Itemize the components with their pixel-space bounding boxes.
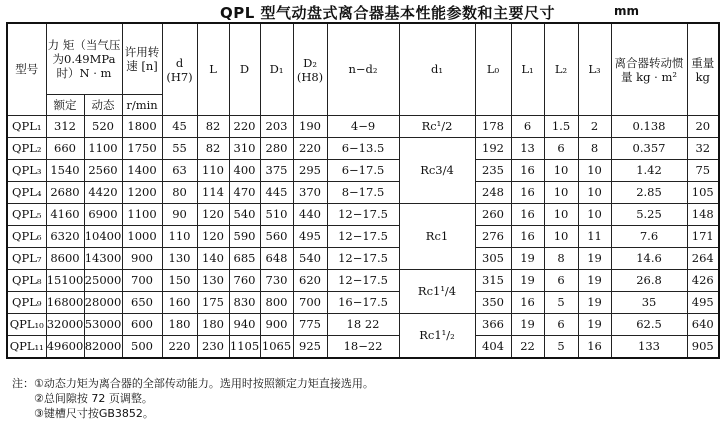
- cell-L1: 19: [511, 248, 544, 270]
- header-rated: 额定: [46, 95, 84, 116]
- table-body: [7, 116, 719, 359]
- cell-inertia: 1.42: [611, 160, 687, 182]
- cell-weight: 640: [687, 314, 719, 336]
- cell-dynamic: 2560: [84, 160, 122, 182]
- cell-d1: Rc3/4: [399, 138, 475, 204]
- header-d: d (H7): [162, 23, 197, 116]
- cell-D2: 775: [293, 314, 327, 336]
- header-D2: D₂ (H8): [293, 23, 327, 116]
- cell-L3: 11: [578, 226, 611, 248]
- cell-L1: 16: [511, 292, 544, 314]
- cell-inertia: 35: [611, 292, 687, 314]
- cell-dynamic: 25000: [84, 270, 122, 292]
- cell-nd2: 6−17.5: [327, 160, 399, 182]
- table-row: [7, 116, 719, 138]
- cell-inertia: 14.6: [611, 248, 687, 270]
- cell-weight: 905: [687, 336, 719, 359]
- cell-model: QPL₆: [7, 226, 46, 248]
- cell-rated: 15100: [46, 270, 84, 292]
- cell-d: 150: [162, 270, 197, 292]
- cell-L0: 366: [475, 314, 511, 336]
- table-row: [7, 226, 719, 248]
- cell-L3: 10: [578, 160, 611, 182]
- cell-weight: 495: [687, 292, 719, 314]
- cell-D2: 370: [293, 182, 327, 204]
- cell-L1: 19: [511, 270, 544, 292]
- cell-dynamic: 14300: [84, 248, 122, 270]
- cell-D1: 730: [260, 270, 293, 292]
- cell-L1: 16: [511, 204, 544, 226]
- header-model: 型号: [7, 23, 46, 116]
- cell-L2: 5: [544, 336, 578, 359]
- cell-D: 685: [229, 248, 260, 270]
- header-row-1: [7, 23, 719, 95]
- cell-model: QPL₈: [7, 270, 46, 292]
- cell-L1: 6: [511, 116, 544, 138]
- cell-speed: 650: [122, 292, 162, 314]
- cell-speed: 1000: [122, 226, 162, 248]
- cell-L1: 22: [511, 336, 544, 359]
- cell-speed: 600: [122, 314, 162, 336]
- header-L0: L₀: [475, 23, 511, 116]
- cell-dynamic: 82000: [84, 336, 122, 359]
- cell-D2: 495: [293, 226, 327, 248]
- cell-weight: 148: [687, 204, 719, 226]
- table-row: [7, 270, 719, 292]
- cell-nd2: 12−17.5: [327, 270, 399, 292]
- cell-L2: 10: [544, 204, 578, 226]
- cell-L2: 6: [544, 270, 578, 292]
- cell-d: 90: [162, 204, 197, 226]
- cell-d: 160: [162, 292, 197, 314]
- cell-d: 110: [162, 226, 197, 248]
- cell-D: 470: [229, 182, 260, 204]
- notes: [12, 376, 374, 421]
- cell-D: 310: [229, 138, 260, 160]
- cell-rated: 32000: [46, 314, 84, 336]
- note-2: ②总间隙按 72 页调整。: [34, 392, 153, 405]
- cell-inertia: 62.5: [611, 314, 687, 336]
- header-L3: L₃: [578, 23, 611, 116]
- cell-inertia: 133: [611, 336, 687, 359]
- cell-weight: 171: [687, 226, 719, 248]
- cell-L0: 276: [475, 226, 511, 248]
- header-D: D: [229, 23, 260, 116]
- header-L: L: [197, 23, 229, 116]
- cell-L2: 5: [544, 292, 578, 314]
- cell-D2: 540: [293, 248, 327, 270]
- table-row: [7, 336, 719, 359]
- cell-L3: 19: [578, 270, 611, 292]
- header-dynamic: 动态: [84, 95, 122, 116]
- cell-inertia: 0.357: [611, 138, 687, 160]
- cell-nd2: 12−17.5: [327, 226, 399, 248]
- cell-dynamic: 4420: [84, 182, 122, 204]
- cell-L0: 350: [475, 292, 511, 314]
- cell-model: QPL₂: [7, 138, 46, 160]
- cell-model: QPL₉: [7, 292, 46, 314]
- cell-D2: 620: [293, 270, 327, 292]
- cell-D: 830: [229, 292, 260, 314]
- header-D1: D₁: [260, 23, 293, 116]
- cell-L1: 16: [511, 182, 544, 204]
- header-n-d2: n−d₂: [327, 23, 399, 116]
- cell-rated: 1540: [46, 160, 84, 182]
- cell-L1: 19: [511, 314, 544, 336]
- cell-model: QPL₄: [7, 182, 46, 204]
- cell-L: 120: [197, 204, 229, 226]
- cell-nd2: 16−17.5: [327, 292, 399, 314]
- cell-rated: 16800: [46, 292, 84, 314]
- cell-d: 130: [162, 248, 197, 270]
- cell-nd2: 6−13.5: [327, 138, 399, 160]
- cell-D1: 900: [260, 314, 293, 336]
- cell-D1: 375: [260, 160, 293, 182]
- cell-dynamic: 520: [84, 116, 122, 138]
- cell-L3: 10: [578, 204, 611, 226]
- cell-D: 590: [229, 226, 260, 248]
- cell-rated: 312: [46, 116, 84, 138]
- cell-L2: 6: [544, 314, 578, 336]
- cell-d: 55: [162, 138, 197, 160]
- cell-D1: 510: [260, 204, 293, 226]
- cell-D: 220: [229, 116, 260, 138]
- cell-speed: 700: [122, 270, 162, 292]
- cell-L3: 8: [578, 138, 611, 160]
- cell-D1: 800: [260, 292, 293, 314]
- table-row: [7, 292, 719, 314]
- cell-L: 180: [197, 314, 229, 336]
- cell-speed: 900: [122, 248, 162, 270]
- cell-D1: 203: [260, 116, 293, 138]
- cell-L3: 19: [578, 292, 611, 314]
- note-3: ③键槽尺寸按GB3852。: [34, 407, 154, 420]
- cell-L0: 315: [475, 270, 511, 292]
- cell-speed: 1400: [122, 160, 162, 182]
- cell-D: 540: [229, 204, 260, 226]
- cell-d1: Rc¹/2: [399, 116, 475, 138]
- cell-L3: 19: [578, 314, 611, 336]
- cell-nd2: 12−17.5: [327, 248, 399, 270]
- cell-nd2: 12−17.5: [327, 204, 399, 226]
- cell-dynamic: 53000: [84, 314, 122, 336]
- cell-model: QPL₁₀: [7, 314, 46, 336]
- note-1: 注：①动态力矩为离合器的全部传动能力。选用时按照额定力矩直接选用。: [12, 377, 374, 390]
- header-d1: d₁: [399, 23, 475, 116]
- table-row: [7, 248, 719, 270]
- cell-D2: 925: [293, 336, 327, 359]
- cell-speed: 1800: [122, 116, 162, 138]
- cell-weight: 105: [687, 182, 719, 204]
- cell-rated: 4160: [46, 204, 84, 226]
- cell-dynamic: 28000: [84, 292, 122, 314]
- cell-L: 130: [197, 270, 229, 292]
- cell-L2: 1.5: [544, 116, 578, 138]
- cell-L2: 10: [544, 160, 578, 182]
- cell-D1: 1065: [260, 336, 293, 359]
- cell-L1: 16: [511, 160, 544, 182]
- cell-L: 120: [197, 226, 229, 248]
- table-row: [7, 182, 719, 204]
- table-row: [7, 160, 719, 182]
- cell-D2: 190: [293, 116, 327, 138]
- cell-L: 140: [197, 248, 229, 270]
- cell-inertia: 2.85: [611, 182, 687, 204]
- cell-speed: 1200: [122, 182, 162, 204]
- cell-L0: 260: [475, 204, 511, 226]
- cell-inertia: 7.6: [611, 226, 687, 248]
- header-torque: 力 矩（当气压为0.49MPa时）N · m: [46, 23, 122, 95]
- cell-L2: 8: [544, 248, 578, 270]
- cell-L0: 192: [475, 138, 511, 160]
- table-row: [7, 138, 719, 160]
- cell-D1: 648: [260, 248, 293, 270]
- cell-rated: 49600: [46, 336, 84, 359]
- cell-L1: 16: [511, 226, 544, 248]
- cell-nd2: 8−17.5: [327, 182, 399, 204]
- header-inertia: 离合器转动惯量 kg · m²: [611, 23, 687, 116]
- cell-d1: Rc1¹/₂: [399, 314, 475, 359]
- cell-D1: 445: [260, 182, 293, 204]
- cell-L0: 235: [475, 160, 511, 182]
- cell-D2: 295: [293, 160, 327, 182]
- cell-D1: 280: [260, 138, 293, 160]
- cell-D: 400: [229, 160, 260, 182]
- cell-speed: 1100: [122, 204, 162, 226]
- cell-nd2: 18 22: [327, 314, 399, 336]
- cell-dynamic: 10400: [84, 226, 122, 248]
- cell-rated: 660: [46, 138, 84, 160]
- cell-D2: 700: [293, 292, 327, 314]
- cell-weight: 264: [687, 248, 719, 270]
- cell-L: 175: [197, 292, 229, 314]
- spec-table: [6, 22, 720, 359]
- cell-nd2: 18−22: [327, 336, 399, 359]
- cell-rated: 6320: [46, 226, 84, 248]
- header-L2: L₂: [544, 23, 578, 116]
- table-row: [7, 314, 719, 336]
- cell-L: 82: [197, 116, 229, 138]
- cell-weight: 75: [687, 160, 719, 182]
- page-title: QPL 型气动盘式离合器基本性能参数和主要尺寸: [220, 4, 556, 22]
- cell-L3: 16: [578, 336, 611, 359]
- cell-L0: 178: [475, 116, 511, 138]
- cell-L2: 10: [544, 226, 578, 248]
- cell-weight: 20: [687, 116, 719, 138]
- cell-rated: 8600: [46, 248, 84, 270]
- cell-inertia: 26.8: [611, 270, 687, 292]
- cell-L: 114: [197, 182, 229, 204]
- header-speed: 许用转速 [n]: [122, 23, 162, 95]
- cell-speed: 1750: [122, 138, 162, 160]
- cell-L: 110: [197, 160, 229, 182]
- header-weight: 重量 kg: [687, 23, 719, 116]
- cell-model: QPL₁: [7, 116, 46, 138]
- cell-L2: 10: [544, 182, 578, 204]
- cell-rated: 2680: [46, 182, 84, 204]
- cell-d1: Rc1: [399, 204, 475, 270]
- cell-weight: 426: [687, 270, 719, 292]
- cell-D2: 440: [293, 204, 327, 226]
- cell-L2: 6: [544, 138, 578, 160]
- cell-D1: 560: [260, 226, 293, 248]
- cell-L: 230: [197, 336, 229, 359]
- header-rmin: r/min: [122, 95, 162, 116]
- cell-L3: 2: [578, 116, 611, 138]
- unit-label: mm: [614, 4, 640, 18]
- cell-weight: 32: [687, 138, 719, 160]
- cell-inertia: 5.25: [611, 204, 687, 226]
- cell-L: 82: [197, 138, 229, 160]
- table-row: [7, 204, 719, 226]
- cell-model: QPL₁₁: [7, 336, 46, 359]
- cell-model: QPL₇: [7, 248, 46, 270]
- cell-L1: 13: [511, 138, 544, 160]
- cell-L3: 19: [578, 248, 611, 270]
- table-title-bar: [0, 2, 700, 22]
- cell-d: 220: [162, 336, 197, 359]
- cell-D2: 220: [293, 138, 327, 160]
- cell-d: 180: [162, 314, 197, 336]
- cell-d: 63: [162, 160, 197, 182]
- cell-D: 1105: [229, 336, 260, 359]
- cell-d: 80: [162, 182, 197, 204]
- cell-inertia: 0.138: [611, 116, 687, 138]
- cell-d: 45: [162, 116, 197, 138]
- cell-D: 940: [229, 314, 260, 336]
- cell-L0: 404: [475, 336, 511, 359]
- cell-L0: 305: [475, 248, 511, 270]
- cell-D: 760: [229, 270, 260, 292]
- cell-d1: Rc1¹/4: [399, 270, 475, 314]
- cell-model: QPL₃: [7, 160, 46, 182]
- cell-dynamic: 1100: [84, 138, 122, 160]
- cell-speed: 500: [122, 336, 162, 359]
- cell-L0: 248: [475, 182, 511, 204]
- cell-dynamic: 6900: [84, 204, 122, 226]
- cell-model: QPL₅: [7, 204, 46, 226]
- cell-nd2: 4−9: [327, 116, 399, 138]
- header-L1: L₁: [511, 23, 544, 116]
- cell-L3: 10: [578, 182, 611, 204]
